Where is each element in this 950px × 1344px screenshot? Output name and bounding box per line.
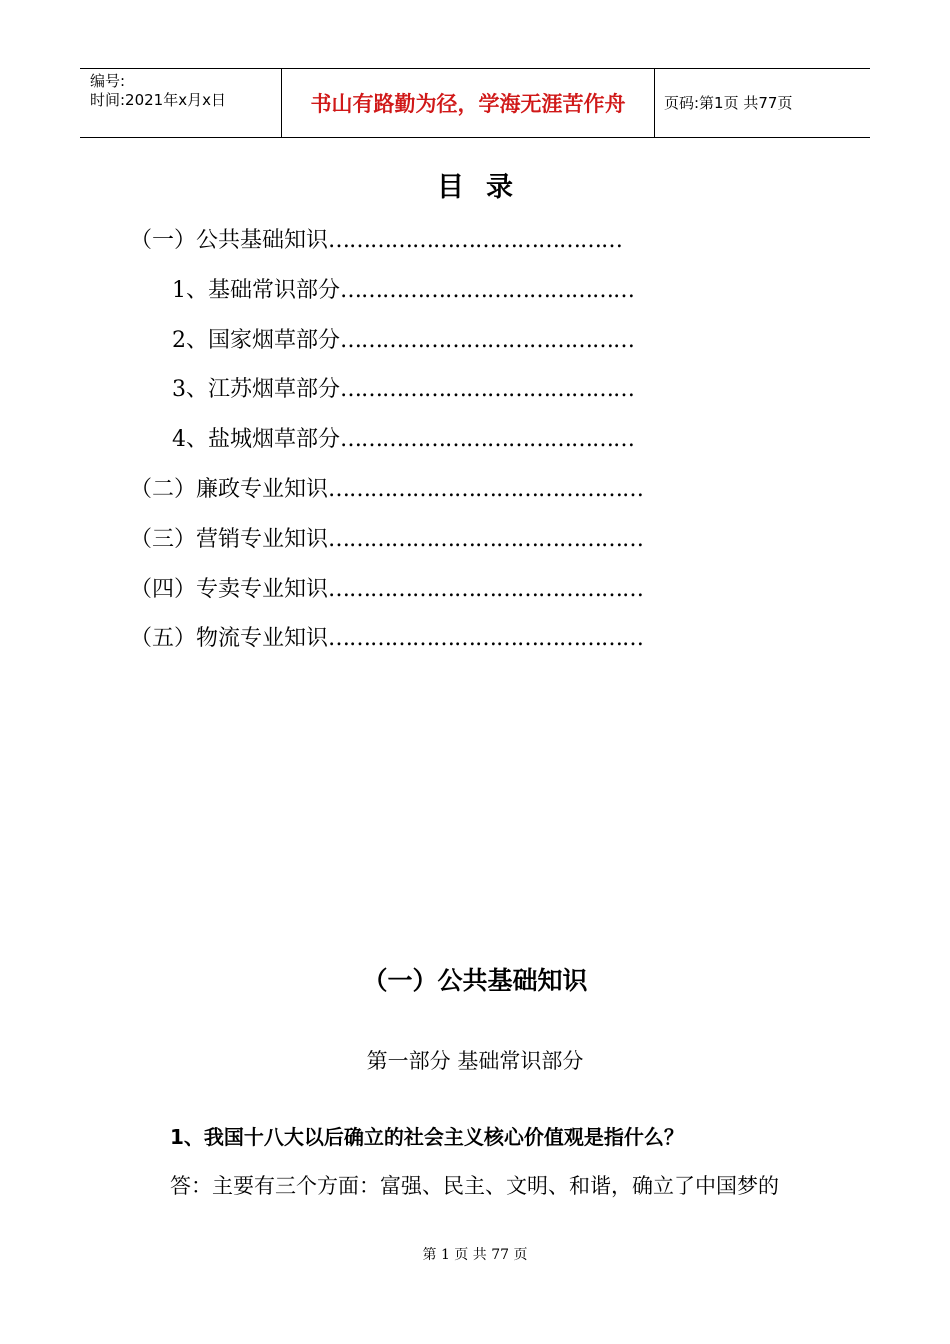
section-subtitle: 第一部分 基础常识部分: [366, 1049, 584, 1073]
toc-leader-dots: ………………………………………: [328, 477, 644, 502]
toc-leader-dots: ……………………………………: [340, 427, 634, 452]
toc-item-label: （一）公共基础知识: [130, 228, 329, 253]
document-number-label: 编号:: [90, 72, 126, 90]
toc-item-label: 2、国家烟草部分: [172, 328, 340, 353]
section-title: （一）公共基础知识: [362, 966, 588, 995]
toc-leader-dots: ……………………………………: [340, 278, 634, 303]
toc-leader-dots: ………………………………………: [328, 626, 644, 651]
toc-item-label: 3、江苏烟草部分: [172, 377, 340, 402]
answer-text: 答：主要有三个方面：富强、民主、文明、和谐，确立了中国梦的: [170, 1174, 779, 1198]
toc-item-label: （二）廉政专业知识: [130, 477, 329, 502]
toc-item-label: 1、基础常识部分: [172, 278, 340, 303]
toc-item-label: （三）营销专业知识: [130, 527, 329, 552]
toc-item-monopoly[interactable]: [130, 575, 643, 605]
header-left-cell: [80, 69, 282, 137]
toc-leader-dots: ……………………………………: [328, 228, 623, 253]
question-text: 1、我国十八大以后确立的社会主义核心价值观是指什么？: [170, 1125, 684, 1149]
toc-item-integrity[interactable]: [130, 475, 643, 505]
toc-leader-dots: ……………………………………: [340, 328, 634, 353]
header-middle-cell: [282, 69, 655, 137]
toc-item-label: 4、盐城烟草部分: [172, 427, 340, 452]
document-date-label: 时间:2021年x月x日: [90, 91, 226, 109]
toc-title: 目录: [437, 172, 535, 203]
toc-leader-dots: ………………………………………: [328, 577, 644, 602]
toc-item-basic-common-sense[interactable]: [172, 276, 634, 306]
toc-item-label: （五）物流专业知识: [130, 626, 329, 651]
header-motto: 书山有路勤为径，学海无涯苦作舟: [310, 92, 626, 116]
page-footer: 第 1 页 共 77 页: [422, 1247, 528, 1263]
toc-item-label: （四）专卖专业知识: [130, 577, 329, 602]
document-header: [80, 68, 870, 138]
toc-item-national-tobacco[interactable]: [172, 326, 634, 356]
toc-item-public-basics[interactable]: [130, 226, 622, 256]
header-page-info: 页码:第1页 共77页: [664, 94, 793, 112]
toc-item-marketing[interactable]: [130, 525, 643, 555]
toc-leader-dots: ……………………………………: [340, 377, 634, 402]
toc-leader-dots: ………………………………………: [328, 527, 644, 552]
toc-item-yancheng-tobacco[interactable]: [172, 425, 634, 455]
toc-item-jiangsu-tobacco[interactable]: [172, 375, 634, 405]
header-right-cell: [655, 69, 870, 137]
toc-item-logistics[interactable]: [130, 624, 643, 654]
